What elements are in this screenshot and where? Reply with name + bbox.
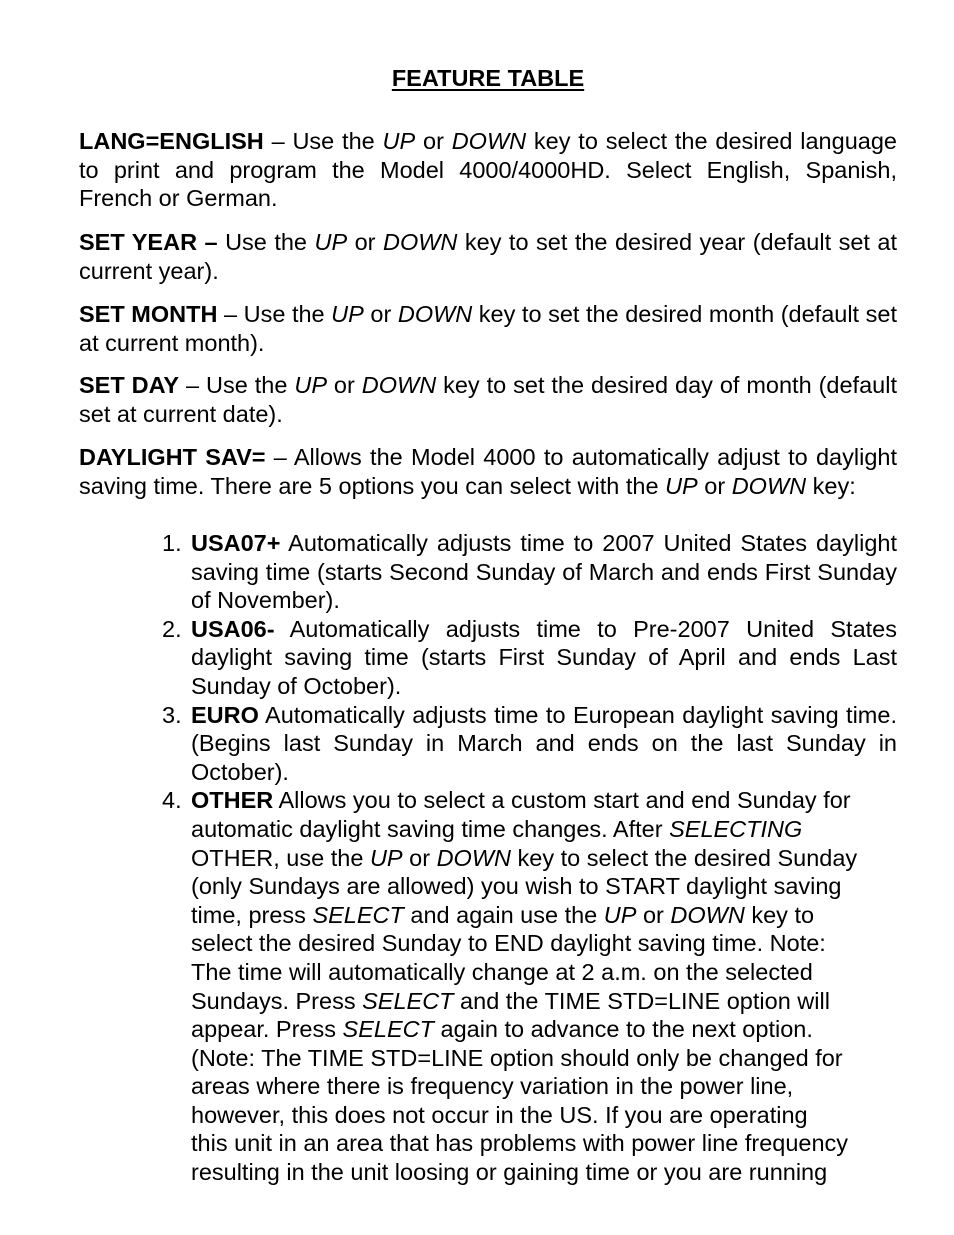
set-year-paragraph: SET YEAR – Use the UP or DOWN key to set the desired year (default set at current year). xyxy=(79,229,897,284)
option-other-text: key to xyxy=(744,901,815,928)
option-other-label: OTHER xyxy=(191,787,274,814)
set-month-label: SET MONTH xyxy=(79,301,218,327)
option-euro-label: EURO xyxy=(191,701,259,728)
page-title: FEATURE TABLE xyxy=(391,65,585,91)
list-item-number: 1. xyxy=(162,530,182,556)
option-other-text: (Note: The TIME STD=LINE option should only be changed for xyxy=(191,1044,843,1071)
option-other-text: key to select the desired Sunday xyxy=(510,844,858,871)
set-month-paragraph: SET MONTH – Use the UP or DOWN key to set the desired month (default set at current month). xyxy=(79,301,897,356)
option-other-text: and the TIME STD=LINE option will xyxy=(453,987,830,1014)
list-item-number: 3. xyxy=(162,701,182,728)
lang-english-label: LANG=ENGLISH xyxy=(79,128,264,154)
option-usa07-label: USA07+ xyxy=(191,530,281,556)
option-other-text: or xyxy=(636,901,671,928)
option-other-text: (only Sundays are allowed) you wish to START daylight saving xyxy=(191,873,842,900)
set-year-label: SET YEAR – xyxy=(79,229,218,255)
list-item xyxy=(162,701,897,787)
list-item-text: EURO Automatically adjusts time to European daylight saving time. (Begins last Sunday in March and ends on the last Sunday in October). xyxy=(191,701,897,785)
option-other-text: however, this does not occur in the US. If you are operating xyxy=(191,1101,808,1128)
set-day-paragraph: SET DAY – Use the UP or DOWN key to set the desired day of month (default set at current date). xyxy=(79,372,897,427)
option-other-text: resulting in the unit loosing or gaining time or you are running xyxy=(191,1159,828,1186)
list-item-text: USA07+ Automatically adjusts time to 2007 United States daylight saving time (starts Second Sunday of March and ends First Sunday of November). xyxy=(191,530,897,614)
option-other-text: automatic daylight saving time changes. After xyxy=(191,815,670,842)
option-other-text: UP xyxy=(369,844,403,871)
option-other-text: select the desired Sunday to END daylight saving time. Note: xyxy=(191,930,826,957)
list-item-text: USA06- Automatically adjusts time to Pre-2007 United States daylight saving time (starts First Sunday of April and ends Last Sunday of October). xyxy=(191,615,897,699)
option-other-text: The time will automatically change at 2 a.m. on the selected xyxy=(191,958,813,985)
option-other-text: DOWN xyxy=(670,901,745,928)
option-other-text: this unit in an area that has problems with power line frequency xyxy=(191,1130,849,1157)
daylight-saving-label: DAYLIGHT SAV= xyxy=(79,444,266,470)
option-other-text: SELECT xyxy=(312,901,404,928)
option-other-text: appear. Press xyxy=(191,1016,343,1043)
list-item-text xyxy=(191,786,897,1186)
list-item xyxy=(162,529,897,615)
list-item xyxy=(162,786,897,1186)
option-other-text: DOWN xyxy=(436,844,511,871)
option-other-text: and again use the xyxy=(403,901,604,928)
option-other-text: Allows you to select a custom start and end Sunday for xyxy=(273,787,851,814)
option-other-text: again to advance to the next option. xyxy=(433,1016,813,1043)
daylight-options-list xyxy=(162,529,897,1187)
daylight-saving-paragraph: DAYLIGHT SAV= – Allows the Model 4000 to automatically adjust to daylight saving time. There are 5 options you can select with the UP or DOWN key: xyxy=(79,444,897,499)
option-other-text: OTHER, use the xyxy=(191,844,370,871)
list-item xyxy=(162,615,897,701)
option-other-text: or xyxy=(402,844,437,871)
option-other-text: SELECT xyxy=(342,1016,434,1043)
option-other-text: time, press xyxy=(191,901,313,928)
option-other-text: areas where there is frequency variation in the power line, xyxy=(191,1073,794,1100)
lang-english-paragraph: LANG=ENGLISH – Use the UP or DOWN key to select the desired language to print and program the Model 4000/4000HD. Select English, Spanish, French or German. xyxy=(79,128,897,212)
option-other-text: UP xyxy=(603,901,637,928)
option-other-text: Sundays. Press xyxy=(191,987,363,1014)
set-day-label: SET DAY xyxy=(79,372,180,398)
option-usa06-label: USA06- xyxy=(191,615,275,642)
list-item-number: 2. xyxy=(162,615,182,642)
list-item-number: 4. xyxy=(162,787,182,814)
option-other-text: SELECTING xyxy=(669,815,803,842)
option-other-text: SELECT xyxy=(362,987,454,1014)
